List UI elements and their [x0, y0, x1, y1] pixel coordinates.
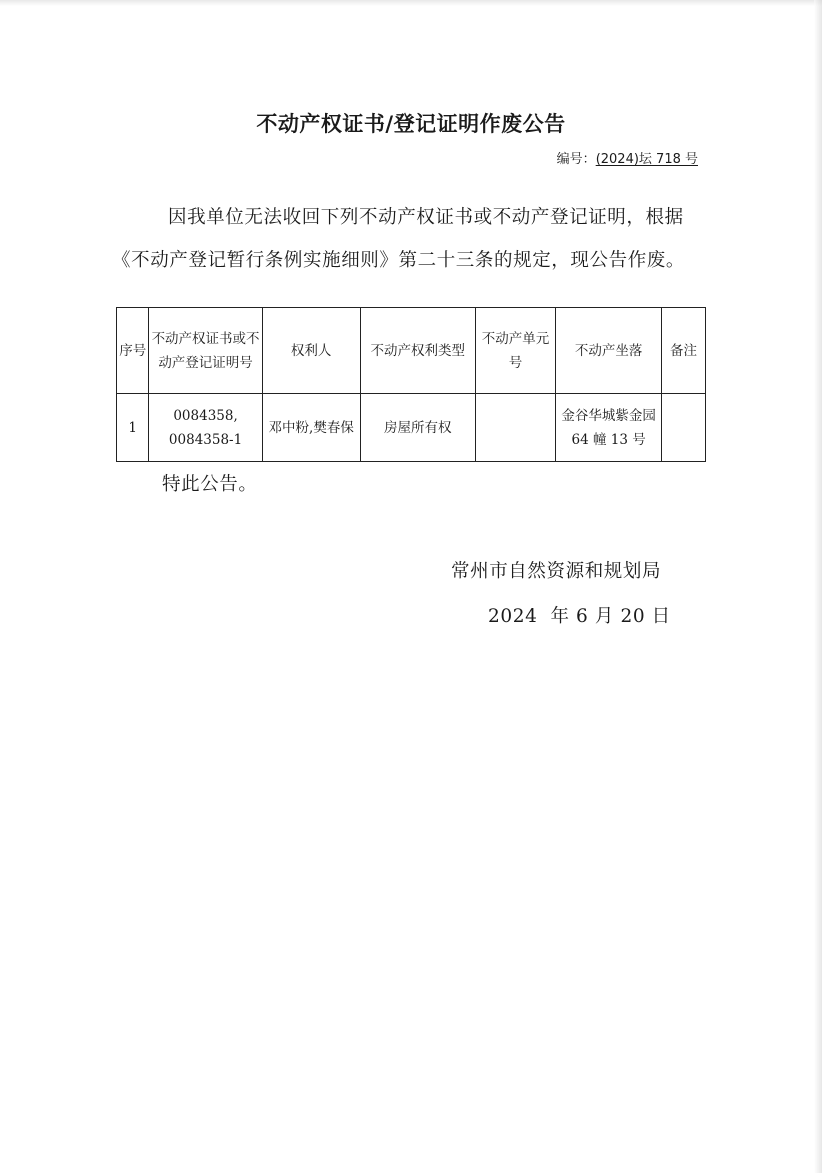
issuing-authority: 常州市自然资源和规划局	[451, 561, 662, 582]
document-number	[557, 148, 698, 167]
cell-note	[661, 394, 705, 462]
voided-certificates-table	[116, 307, 706, 462]
table-row	[117, 394, 706, 462]
header-cert-number: 不动产权证书或不动产登记证明号	[149, 308, 262, 394]
cell-cert-number	[149, 394, 262, 462]
cert-number-1: 0084358,	[173, 407, 238, 424]
table-header-row	[117, 308, 706, 394]
header-seq: 序号	[117, 308, 149, 394]
cell-unit-number	[475, 394, 556, 462]
cell-right-type: 房屋所有权	[360, 394, 475, 462]
header-note: 备注	[661, 308, 705, 394]
document-title: 不动产权证书/登记证明作废公告	[256, 112, 566, 136]
document-number-label: 编号：	[556, 152, 596, 167]
header-location: 不动产坐落	[556, 308, 662, 394]
location-line-2: 64 幢 13 号	[571, 431, 646, 448]
cell-seq: 1	[117, 394, 149, 462]
document-number-value: (2024)坛 718 号	[595, 152, 698, 167]
cell-owner: 邓中粉,樊春保	[262, 394, 360, 462]
cert-number-2: 0084358-1	[168, 431, 243, 448]
notice-paragraph: 因我单位无法收回下列不动产权证书或不动产登记证明，根据《不动产登记暂行条例实施细则》第二十三条的规定，现公告作废。	[112, 207, 686, 271]
header-owner: 权利人	[262, 308, 360, 394]
header-unit-number: 不动产单元号	[475, 308, 556, 394]
issue-date: 2024 年 6 月 20 日	[488, 606, 671, 627]
closing-text: 特此公告。	[162, 474, 258, 495]
location-line-1: 金谷华城紫金园	[561, 407, 656, 424]
header-right-type: 不动产权利类型	[360, 308, 475, 394]
scan-edge-right	[814, 0, 822, 1173]
cell-location	[556, 394, 662, 462]
scan-edge-top	[0, 0, 822, 6]
